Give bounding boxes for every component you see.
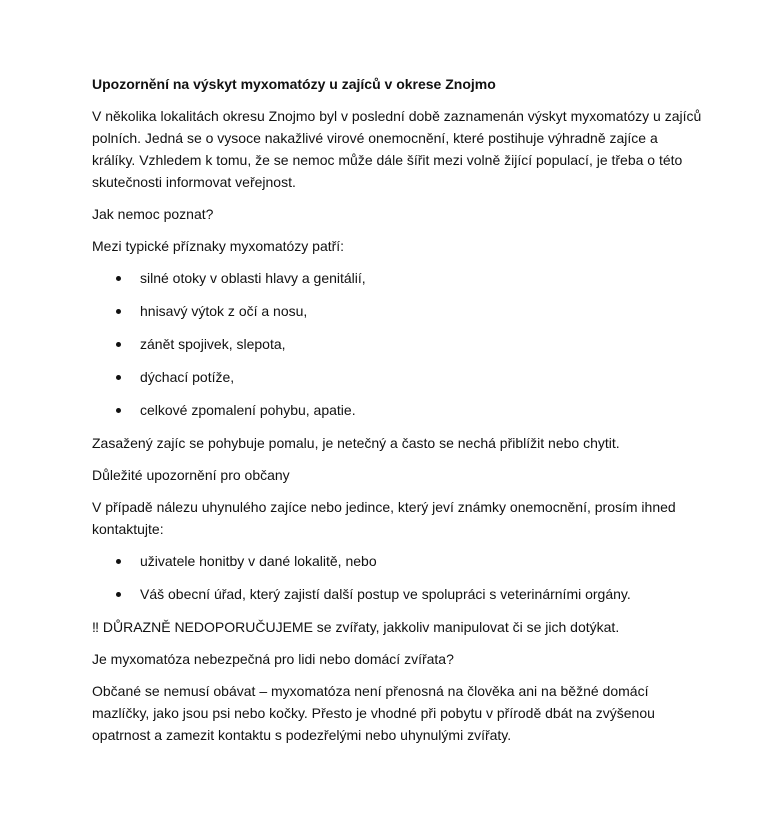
contacts-list: [92, 550, 703, 605]
list-item: [92, 333, 703, 355]
list-item-text: Váš obecní úřad, který zajistí další postup ve spolupráci s veterinárními orgány.: [140, 586, 631, 602]
warning-heading: Důležité upozornění pro občany: [92, 467, 290, 483]
bullet-icon: [116, 342, 121, 347]
list-item: [92, 300, 703, 322]
list-item-text: uživatele honitby v dané lokalitě, nebo: [140, 553, 377, 569]
list-item: [92, 399, 703, 421]
symptoms-list: [92, 267, 703, 421]
list-item-text: hnisavý výtok z očí a nosu,: [140, 303, 308, 319]
intro-paragraph: V několika lokalitách okresu Znojmo byl v poslední době zaznamenán výskyt myxomatózy u zajíců polních. Jedná se o vysoce nakažlivé virové onemocnění, které postihuje výhradně zajíce a králíky. Vzhledem k tomu, že se nemoc může dále šířit mezi volně žijící populací, je třeba o této skutečnosti informovat veřejnost.: [92, 108, 702, 190]
question-how-to-recognize: Jak nemoc poznat?: [92, 206, 214, 222]
contact-intro: V případě nálezu uhynulého zajíce nebo jedince, který jeví známky onemocnění, prosím ihned kontaktujte:: [92, 499, 676, 537]
list-item: [92, 366, 703, 388]
bullet-icon: [116, 375, 121, 380]
list-item-text: celkové zpomalení pohybu, apatie.: [140, 402, 356, 418]
symptoms-intro: Mezi typické příznaky myxomatózy patří:: [92, 238, 345, 254]
bullet-icon: [116, 276, 121, 281]
bullet-icon: [116, 559, 121, 564]
list-item-text: dýchací potíže,: [140, 369, 235, 385]
bullet-icon: [116, 592, 121, 597]
question-danger: Je myxomatóza nebezpečná pro lidi nebo domácí zvířata?: [92, 651, 454, 667]
list-item-text: zánět spojivek, slepota,: [140, 336, 286, 352]
list-item: [92, 267, 703, 289]
behavior-paragraph: Zasažený zajíc se pohybuje pomalu, je netečný a často se nechá přiblížit nebo chytit.: [92, 435, 620, 451]
answer-paragraph: Občané se nemusí obávat – myxomatóza není přenosná na člověka ani na běžné domácí mazlíčky, jako jsou psi nebo kočky. Přesto je vhodné při pobytu v přírodě dbát na zvýšenou opatrnost a zamezit kontaktu s podezřelými nebo uhynulými zvířaty.: [92, 683, 655, 743]
bullet-icon: [116, 309, 121, 314]
list-item-text: silné otoky v oblasti hlavy a genitálií,: [140, 270, 366, 286]
list-item: [92, 583, 703, 605]
list-item: [92, 550, 703, 572]
bullet-icon: [116, 408, 121, 413]
strong-warning: ‼ DŮRAZNĚ NEDOPORUČUJEME se zvířaty, jakkoliv manipulovat či se jich dotýkat.: [92, 619, 620, 635]
document-title: Upozornění na výskyt myxomatózy u zajíců v okrese Znojmo: [92, 76, 496, 92]
